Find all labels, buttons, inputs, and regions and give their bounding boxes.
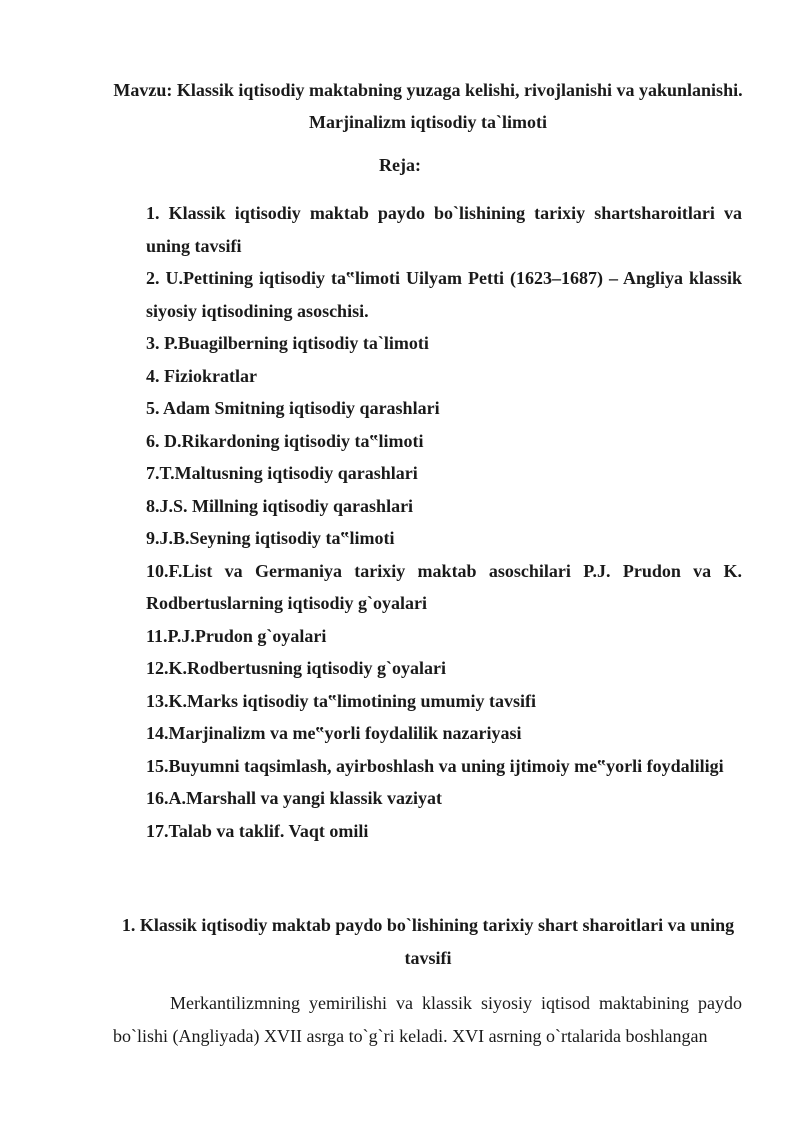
plan-item: 3. P.Buagilberning iqtisodiy ta`limoti	[146, 333, 429, 353]
plan-item: 6. D.Rikardoning iqtisodiy ta‟limoti	[146, 430, 424, 451]
plan-item: 12.K.Rodbertusning iqtisodiy g`oyalari	[146, 658, 447, 678]
plan-item: 7.T.Maltusning iqtisodiy qarashlari	[146, 463, 418, 483]
plan-item: 2. U.Pettining iqtisodiy ta‟limoti Uilyam Petti (1623–1687) – Angliya klassik siyosiy iqtisodining asoschisi.	[146, 268, 742, 321]
plan-item: 15.Buyumni taqsimlash, ayirboshlash va uning ijtimoiy me‟yorli foydaliligi	[146, 755, 724, 776]
section-heading: 1. Klassik iqtisodiy maktab paydo bo`lishining tarixiy shart sharoitlari va uning tavsifi	[121, 915, 735, 968]
plan-item: 1. Klassik iqtisodiy maktab paydo bo`lishining tarixiy shartsharoitlari va uning tavsifi	[146, 203, 742, 256]
plan-item: 4. Fiziokratlar	[146, 365, 257, 386]
plan-item: 14.Marjinalizm va me‟yorli foydalilik nazariyasi	[146, 723, 522, 743]
plan-item: 16.A.Marshall va yangi klassik vaziyat	[146, 788, 443, 808]
plan-item: 8.J.S. Millning iqtisodiy qarashlari	[146, 495, 414, 516]
body-paragraph: Merkantilizmning yemirilishi va klassik siyosiy iqtisod maktabining paydo bo`lishi (Angliyada) XVII asrga to`g`ri keladi. XVI asrning o`rtalarida boshlangan	[113, 993, 742, 1046]
plan-item: 17.Talab va taklif. Vaqt omili	[146, 820, 369, 841]
plan-heading: Reja:	[379, 155, 421, 175]
document-title: Mavzu: Klassik iqtisodiy maktabning yuzaga kelishi, rivojlanishi va yakunlanishi. Marjinalizm iqtisodiy ta`limoti	[113, 80, 743, 132]
plan-list	[146, 197, 742, 847]
plan-item: 11.P.J.Prudon g`oyalari	[146, 625, 327, 646]
plan-item: 9.J.B.Seyning iqtisodiy ta‟limoti	[146, 528, 395, 548]
plan-item: 10.F.List va Germaniya tarixiy maktab asoschilari P.J. Prudon va K. Rodbertuslarning iqtisodiy g`oyalari	[146, 560, 742, 613]
plan-item: 13.K.Marks iqtisodiy ta‟limotining umumiy tavsifi	[146, 690, 537, 711]
plan-item: 5. Adam Smitning iqtisodiy qarashlari	[146, 398, 440, 418]
